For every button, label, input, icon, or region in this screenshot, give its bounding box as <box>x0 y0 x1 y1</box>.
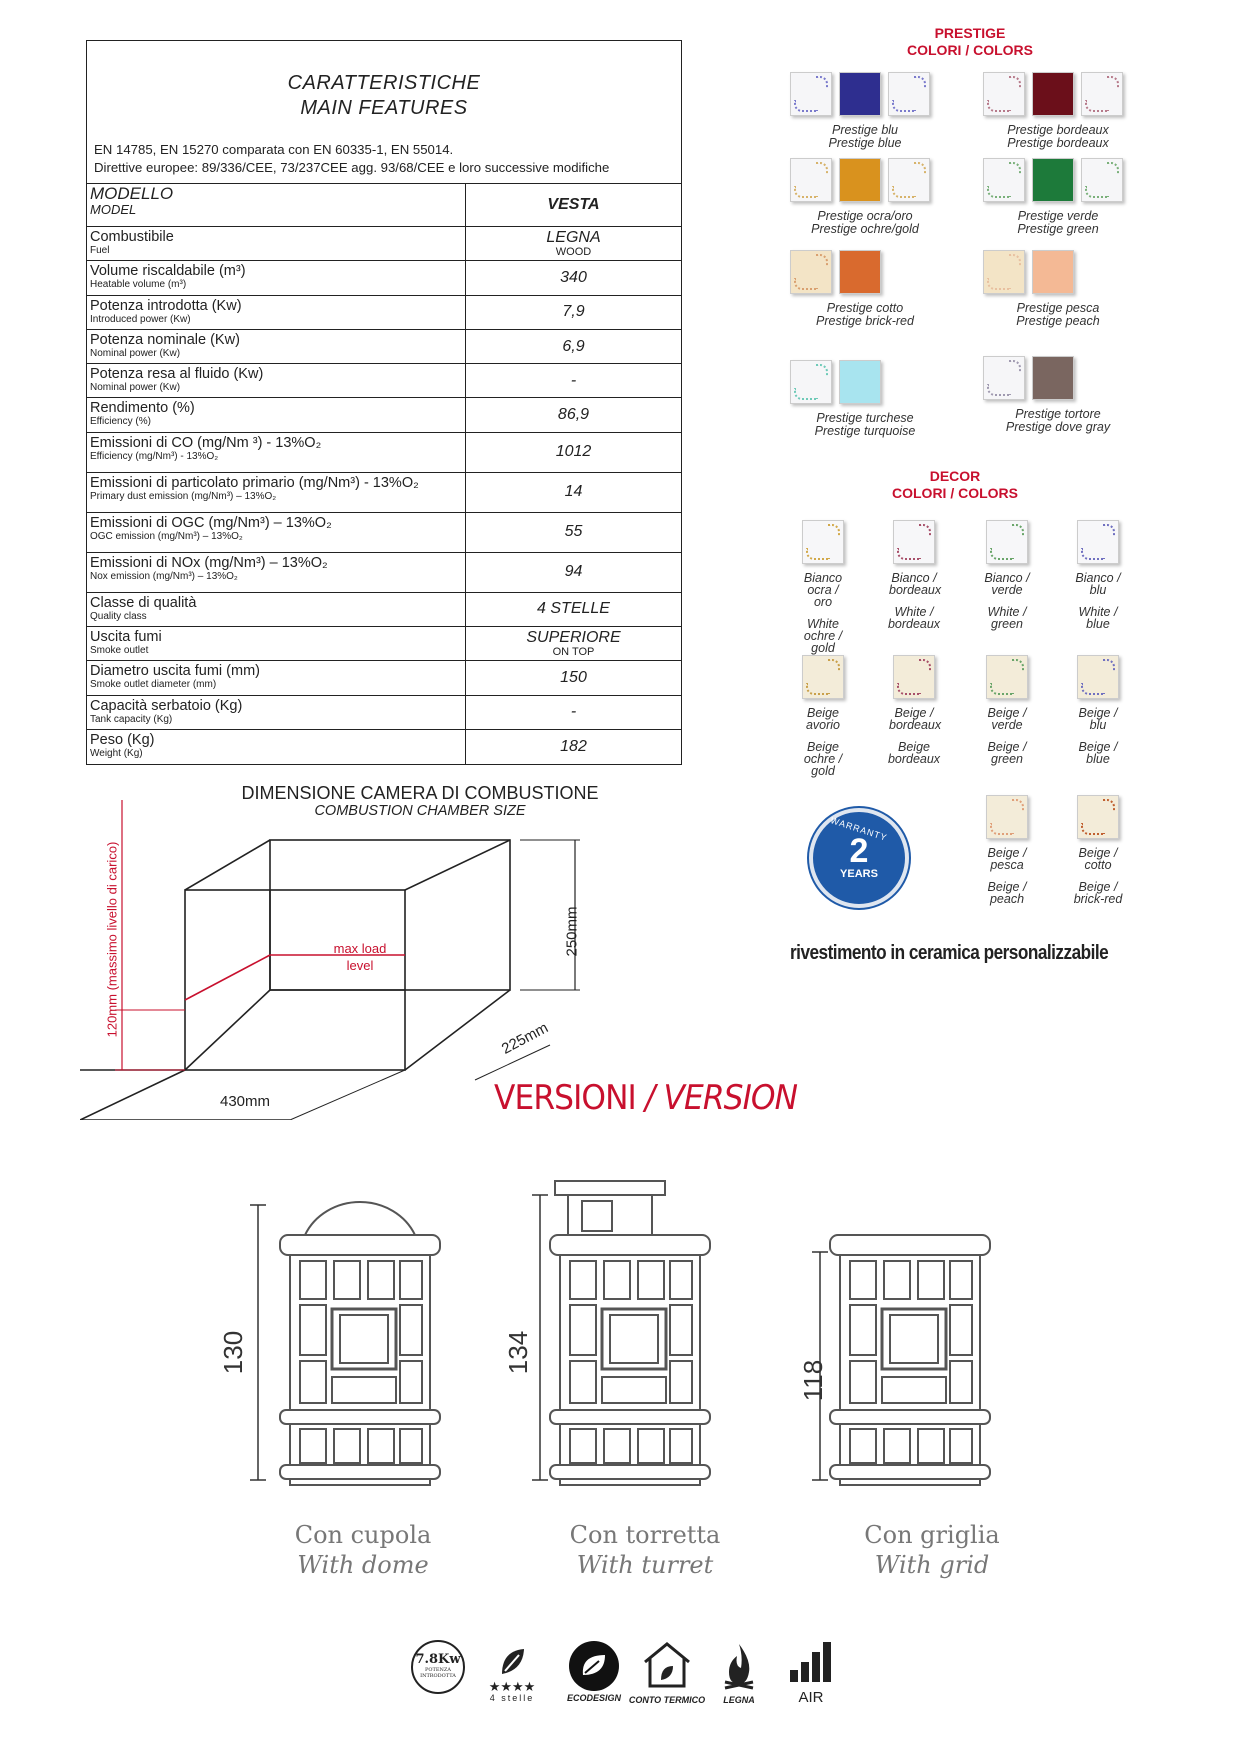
prestige-caption: Prestige turchese Prestige turquoise <box>814 411 916 438</box>
version-label-turret: Con torretta With turret <box>569 1521 721 1579</box>
decor-heading: DECOR COLORI / COLORS <box>892 468 1018 501</box>
decor-caption: Bianco / blu White / blue <box>1075 571 1121 631</box>
features-row <box>87 593 681 627</box>
chamber-title-en: COMBUSTION CHAMBER SIZE <box>314 803 526 819</box>
features-row <box>87 513 681 553</box>
depth-dimension: 225mm <box>498 1019 552 1058</box>
features-row <box>87 627 681 661</box>
feature-value: LEGNA <box>546 229 601 247</box>
feature-label-it: Combustibile <box>90 229 174 245</box>
height-dimension: 250mm <box>563 906 581 957</box>
feature-value-sub: ON TOP <box>552 646 595 659</box>
decor-caption: Bianco / bordeaux White / bordeaux <box>887 571 942 631</box>
prestige-decor-swatch <box>888 158 930 202</box>
prestige-decor-swatch <box>790 72 832 116</box>
feature-value: - <box>570 371 577 389</box>
feature-label-en: Heatable volume (m³) <box>90 279 187 291</box>
prestige-decor-swatch <box>983 250 1025 294</box>
decor-caption: Beige / cotto Beige / brick-red <box>1073 846 1123 906</box>
feature-label-it: Emissioni di particolato primario (mg/Nm³) - 13%O₂ <box>90 474 419 491</box>
feature-label-en: Fuel <box>90 245 110 256</box>
prestige-decor-swatch <box>888 72 930 116</box>
chamber-title-it: DIMENSIONE CAMERA DI COMBUSTIONE <box>241 783 599 803</box>
features-row <box>87 330 681 364</box>
feature-label-it: Emissioni di NOx (mg/Nm³) – 13%O₂ <box>90 554 328 571</box>
prestige-color-swatch <box>1032 356 1074 400</box>
features-row <box>87 364 681 398</box>
max-load-label: max load level <box>333 941 387 973</box>
prestige-decor-swatch <box>983 356 1025 400</box>
feature-label-it: Classe di qualità <box>90 594 197 611</box>
decor-swatch <box>986 795 1028 839</box>
decor-swatch <box>893 520 935 564</box>
decor-caption: Beige / bordeaux Beige bordeaux <box>887 706 942 766</box>
features-row <box>87 696 681 730</box>
prestige-color-swatch <box>839 360 881 404</box>
prestige-color-swatch <box>839 158 881 202</box>
feature-label-en: Smoke outlet <box>90 645 149 657</box>
decor-caption: Bianco ocra / oro White ochre / gold <box>803 571 843 655</box>
features-row <box>87 730 681 764</box>
decor-swatch <box>986 655 1028 699</box>
feature-label-it: Rendimento (%) <box>90 400 195 417</box>
prestige-decor-swatch <box>983 158 1025 202</box>
power-icon: 7.8Kw POTENZA INTRODOTTA <box>411 1640 465 1694</box>
leaf-icon <box>497 1646 527 1676</box>
decor-swatch <box>1077 795 1119 839</box>
feature-label-en: Primary dust emission (mg/Nm³) – 13%O₂ <box>90 490 277 502</box>
features-row <box>87 661 681 695</box>
feature-label-en: Efficiency (%) <box>90 416 151 428</box>
feature-value-sub: WOOD <box>555 246 592 259</box>
feature-value: 94 <box>564 563 583 581</box>
prestige-caption: Prestige verde Prestige green <box>1017 209 1099 236</box>
model-value: VESTA <box>547 196 600 213</box>
decor-swatch <box>986 520 1028 564</box>
decor-swatch <box>1077 520 1119 564</box>
feature-value: 55 <box>564 523 583 541</box>
version-height-3: 118 <box>798 1359 829 1402</box>
feature-label-it: Emissioni di CO (mg/Nm ³) - 13%O₂ <box>90 434 322 451</box>
features-row <box>87 553 681 593</box>
ecodesign-icon: ECODESIGN <box>559 1641 629 1703</box>
custom-ceramic-text: rivestimento in ceramica personalizzabile <box>790 942 1109 964</box>
norms-line-2: Direttive europee: 89/336/CEE, 73/237CEE agg. 93/68/CEE e loro successive modifiche <box>94 160 610 175</box>
width-dimension: 430mm <box>219 1093 271 1110</box>
feature-value: 1012 <box>555 443 592 461</box>
flame-icon: LEGNA <box>714 1642 764 1705</box>
norms-line-1: EN 14785, EN 15270 comparata con EN 60335-1, EN 55014. <box>94 142 454 157</box>
decor-caption: Bianco / verde White / green <box>984 571 1030 631</box>
conto-termico-icon: CONTO TERMICO <box>624 1640 710 1705</box>
decor-swatch <box>1077 655 1119 699</box>
features-title-en: MAIN FEATURES <box>300 97 468 119</box>
features-table <box>86 40 682 765</box>
decor-swatch <box>802 520 844 564</box>
prestige-caption: Prestige ocra/oro Prestige ochre/gold <box>811 209 919 236</box>
version-height-1: 130 <box>218 1330 249 1375</box>
prestige-decor-swatch <box>1081 158 1123 202</box>
feature-label-it: Potenza introdotta (Kw) <box>90 297 242 314</box>
features-title-it: CARATTERISTICHE <box>287 72 481 94</box>
prestige-decor-swatch <box>983 72 1025 116</box>
prestige-color-swatch <box>1032 158 1074 202</box>
feature-label-it: Uscita fumi <box>90 629 162 646</box>
decor-caption: Beige / pesca Beige / peach <box>987 846 1027 906</box>
prestige-caption: Prestige bordeaux Prestige bordeaux <box>1007 123 1109 150</box>
max-load-side-label: 120mm (massimo livello di carico) <box>104 841 120 1038</box>
prestige-color-swatch <box>839 250 881 294</box>
air-signal-icon: AIR <box>786 1640 836 1706</box>
feature-label-en: Efficiency (mg/Nm³) - 13%O₂ <box>90 450 219 462</box>
features-row <box>87 261 681 295</box>
feature-value: 150 <box>560 669 587 687</box>
feature-label-en: Introduced power (Kw) <box>90 313 191 325</box>
feature-label-it: Emissioni di OGC (mg/Nm³) – 13%O₂ <box>90 514 332 531</box>
decor-caption: Beige avorio Beige ochre / gold <box>803 706 843 778</box>
decor-swatch <box>893 655 935 699</box>
feature-label-en: Quality class <box>90 610 147 622</box>
features-row <box>87 296 681 330</box>
feature-label-it: Diametro uscita fumi (mm) <box>90 663 260 680</box>
feature-label-it: Capacità serbatoio (Kg) <box>90 697 243 714</box>
prestige-caption: Prestige cotto Prestige brick-red <box>816 301 914 328</box>
feature-value: - <box>570 703 577 721</box>
prestige-decor-swatch <box>790 158 832 202</box>
features-rows <box>87 227 681 764</box>
feature-label-en: OGC emission (mg/Nm³) – 13%O₂ <box>90 530 243 542</box>
version-height-2: 134 <box>503 1330 534 1375</box>
feature-value: 340 <box>560 268 587 286</box>
features-row <box>87 473 681 513</box>
model-label-it: MODELLO <box>90 184 174 203</box>
feature-label-en: Tank capacity (Kg) <box>90 713 173 725</box>
features-row <box>87 433 681 473</box>
feature-value: 4 STELLE <box>537 600 610 618</box>
prestige-heading: PRESTIGE COLORI / COLORS <box>907 25 1033 58</box>
decor-caption: Beige / blu Beige / blue <box>1078 706 1118 766</box>
prestige-color-swatch <box>839 72 881 116</box>
feature-value: 182 <box>560 738 587 756</box>
feature-label-en: Nominal power (Kw) <box>90 382 181 394</box>
features-row <box>87 227 681 261</box>
prestige-color-swatch <box>1032 250 1074 294</box>
stoves-drawing <box>230 1180 1040 1490</box>
prestige-caption: Prestige pesca Prestige peach <box>1016 301 1100 328</box>
warranty-badge: WARRANTY 2 YEARS <box>809 808 909 908</box>
version-label-grid: Con griglia With grid <box>864 1521 1000 1579</box>
decor-caption: Beige / verde Beige / green <box>987 706 1027 766</box>
feature-label-en: Nox emission (mg/Nm³) – 13%O₂ <box>90 570 238 582</box>
versions-title: VERSIONI / VERSION <box>494 1078 798 1118</box>
feature-label-en: Smoke outlet diameter (mm) <box>90 679 217 691</box>
version-label-dome: Con cupola With dome <box>294 1521 432 1579</box>
model-label-en: MODEL <box>90 202 137 217</box>
features-header <box>87 41 681 184</box>
prestige-decor-swatch <box>790 360 832 404</box>
feature-value: SUPERIORE <box>526 629 621 647</box>
feature-label-it: Potenza nominale (Kw) <box>90 331 240 348</box>
feature-value: 14 <box>564 483 583 501</box>
prestige-caption: Prestige blu Prestige blue <box>828 123 902 150</box>
prestige-decor-swatch <box>1081 72 1123 116</box>
stars-icon: ★★★★ 4 stelle <box>482 1646 542 1703</box>
prestige-color-swatch <box>1032 72 1074 116</box>
model-row <box>87 184 681 227</box>
feature-label-it: Potenza resa al fluido (Kw) <box>90 366 264 383</box>
features-row <box>87 398 681 432</box>
feature-value: 86,9 <box>557 406 590 424</box>
feature-label-it: Volume riscaldabile (m³) <box>90 263 246 280</box>
feature-value: 7,9 <box>562 303 585 321</box>
feature-label-en: Nominal power (Kw) <box>90 347 181 359</box>
feature-label-en: Weight (Kg) <box>90 747 143 759</box>
prestige-decor-swatch <box>790 250 832 294</box>
decor-swatch <box>802 655 844 699</box>
feature-value: 6,9 <box>562 337 585 355</box>
feature-label-it: Peso (Kg) <box>90 731 155 748</box>
prestige-caption: Prestige tortore Prestige dove gray <box>1005 407 1111 434</box>
